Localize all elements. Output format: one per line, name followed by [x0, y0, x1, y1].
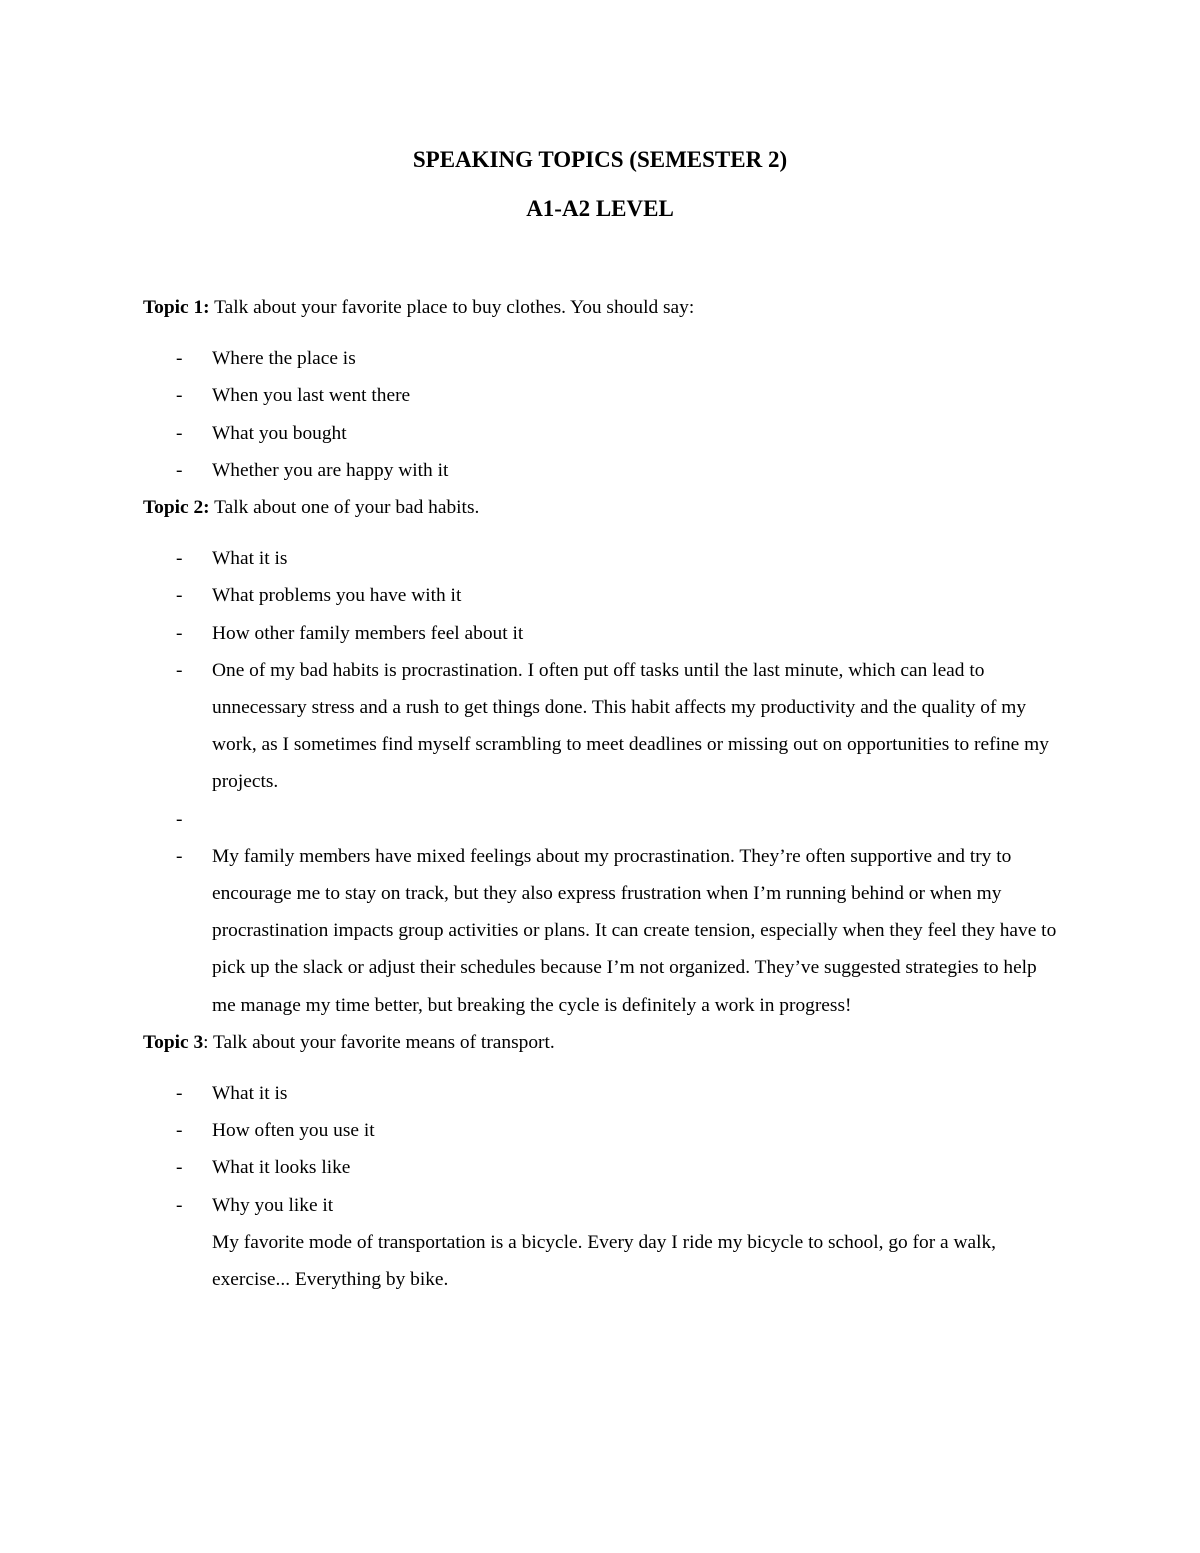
dash-marker: - [176, 348, 183, 370]
list-item-text: One of my bad habits is procrastination. I often put off tasks until the last minute, which can lead to unnecessary stress and a rush to get things done. This habit affects my productivity and the quality of my work, as I sometimes find myself scrambling to meet deadlines or missing out on opportunities to refine my projects. [212, 659, 1049, 793]
list-item-text: How often you use it [212, 1120, 375, 1142]
dash-marker: - [176, 845, 183, 867]
topic-1-label: Topic 1: [143, 297, 210, 318]
topic-2-label: Topic 2: [143, 497, 210, 519]
list-item [143, 1075, 1063, 1112]
dash-marker: - [176, 385, 183, 407]
list-item [143, 377, 1063, 414]
dash-marker: - [176, 548, 183, 570]
dash-marker: - [176, 808, 183, 830]
topic-3-heading [143, 1024, 1063, 1061]
dash-marker: - [176, 1194, 183, 1216]
dash-marker: - [176, 585, 183, 607]
list-item [143, 652, 1063, 801]
document-subtitle: A1-A2 LEVEL [526, 196, 674, 221]
list-item-text: Whether you are happy with it [212, 459, 449, 481]
list-item [143, 577, 1063, 614]
topic-2-bullet-list [143, 540, 1063, 1024]
dash-marker: - [176, 1120, 183, 1142]
list-item [143, 340, 1063, 377]
topic-1-bullet-list [143, 340, 1063, 489]
topic-2-heading [143, 489, 1063, 526]
topic-3-text: : Talk about your favorite means of transport. [203, 1031, 555, 1053]
list-item [143, 452, 1063, 489]
list-item-text: My family members have mixed feelings about my procrastination. They’re often supportive and try to encourage me to stay on track, but they also express frustration when I’m running behind or when my procrastination impacts group activities or plans. It can create tension, especially when they feel they have to pick up the slack or adjust their schedules because I’m not organized. They’ve suggested strategies to help me manage my time better, but breaking the cycle is definitely a work in progress! [212, 845, 1057, 1016]
list-item [143, 1187, 1063, 1224]
dash-marker: - [176, 659, 183, 681]
topic-3-label: Topic 3 [143, 1031, 204, 1053]
list-item-text: What problems you have with it [212, 585, 462, 607]
dash-marker: - [176, 1157, 183, 1179]
list-item-text: Why you like it [212, 1194, 334, 1216]
dash-marker: - [176, 622, 183, 644]
list-item-text: What it looks like [212, 1157, 351, 1179]
list-item [143, 801, 1063, 838]
list-item [143, 615, 1063, 652]
list-item [143, 838, 1063, 1024]
dash-marker: - [176, 459, 183, 481]
list-item-text: Where the place is [212, 348, 356, 370]
topic-3-bullet-list [143, 1075, 1063, 1224]
list-item [143, 540, 1063, 577]
document-title: SPEAKING TOPICS (SEMESTER 2) [412, 147, 788, 172]
list-item [143, 1112, 1063, 1149]
list-item-text: What it is [212, 548, 288, 570]
list-item-text: What it is [212, 1083, 288, 1105]
list-item-text: When you last went there [212, 385, 411, 407]
list-item-text: How other family members feel about it [212, 622, 524, 644]
dash-marker: - [176, 422, 183, 444]
topic-2-text: Talk about one of your bad habits. [209, 497, 480, 519]
dash-marker: - [176, 1083, 183, 1105]
document-body [143, 289, 1063, 1298]
list-item-text: What you bought [212, 422, 347, 444]
topic-1-text: Talk about your favorite place to buy clothes. You should say: [209, 297, 695, 318]
list-item [143, 1149, 1063, 1186]
topic-3-answer: My favorite mode of transportation is a bicycle. Every day I ride my bicycle to school, go for a walk, exercise... Everything by bike. [212, 1231, 997, 1291]
list-item [143, 415, 1063, 452]
topic-1-heading [143, 289, 1063, 326]
